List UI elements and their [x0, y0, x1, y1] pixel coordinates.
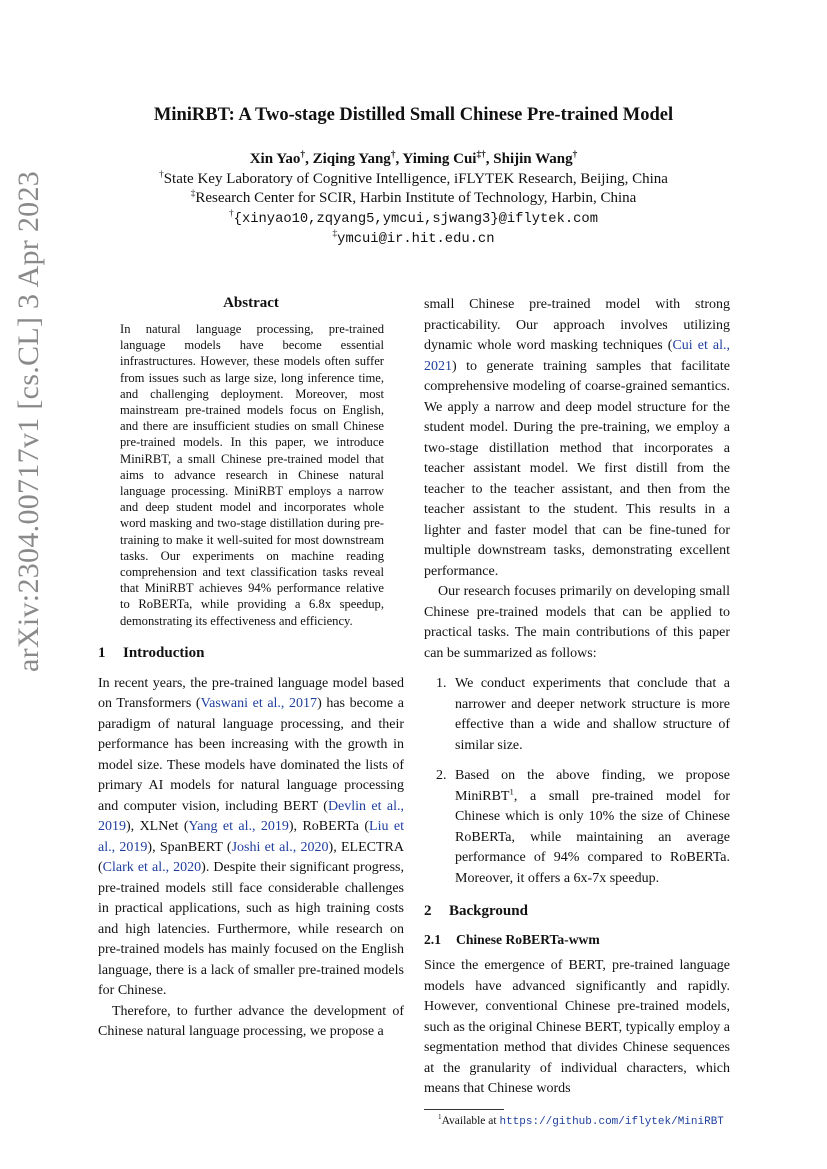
- footnote: $^1$Available at https://github.com/iflytek/MiniRBT: [438, 1112, 724, 1128]
- github-link[interactable]: https://github.com/iflytek/MiniRBT: [499, 1115, 724, 1128]
- section-background-heading: 2 Background: [424, 903, 528, 919]
- affiliation-2: ‡Research Center for SCIR, Harbin Institute of Technology, Harbin, China: [190, 189, 637, 206]
- citation-link[interactable]: Yang et al., 2019: [188, 819, 289, 835]
- affiliation-mark: ‡†: [476, 150, 486, 160]
- email-2[interactable]: ‡ymcui@ir.hit.edu.cn: [332, 229, 495, 247]
- citation-link[interactable]: Clark et al., 2020: [102, 860, 202, 876]
- intro-paragraph-1: In recent years, the pre-trained language model based on Transformers (Vaswani et al., 2017) has become a paradigm of natural language processing, and their performance has been increasing with the growth in model size. These models have dominated the lists of primary AI models for natural language processing and computer vision, including BERT (Devlin et al., 2019), XLNet (Yang et al., 2019), RoBERTa (Liu et al., 2019), SpanBERT (Joshi et al., 2020), ELECTRA (Clark et al., 2020). Despite their significant progress, pre-trained models still face considerable challenges in practical applications, such as high training costs and high latencies. Furthermore, while research on pre-trained models has mainly focused on the English language, there is a lack of smaller pre-trained models for Chinese.: [98, 675, 405, 999]
- email-1[interactable]: †{xinyao10,zqyang5,ymcui,sjwang3}@iflytek.com: [229, 208, 598, 227]
- citation-link[interactable]: Devlin et al., 2019: [98, 798, 405, 835]
- author-name: Shijin Wang: [493, 151, 573, 167]
- abstract-text: In natural language processing, pre-trained language models have become essential infrastructures. However, these models often suffer from issues such as large size, long inference time, and challenging deployment. Moreover, most mainstream pre-trained models focus on English, and there are insufficient studies on small Chinese pre-trained models. In this paper, we introduce MiniRBT, a small Chinese pre-trained model that aims to advance research in Chinese natural language processing. MiniRBT employs a narrow and deep student model and incorporates whole word masking and two-stage distillation during pre-training to make it well-suited for most downstream tasks. Our experiments on machine reading comprehension and text classification tasks reveal that MiniRBT achieves 94% performance relative to RoBERTa, while providing a 6.8x speedup, demonstrating its effectiveness and efficiency.: [120, 322, 384, 628]
- author-name: Xin Yao: [249, 151, 301, 167]
- background-paragraph-1: Since the emergence of BERT, pre-trained language models have advanced significantly and rapidly. However, conventional Chinese pre-trained models, such as the original Chinese BERT, typically employ a segmentation method that divides Chinese sequences at the granularity of individual characters, which means that Chinese words: [424, 958, 730, 1096]
- footnote-marker[interactable]: 1: [509, 785, 514, 796]
- contribution-item: 2. Based on the above finding, we propose MiniRBT$^1$, a small pre-trained model for Chinese which is only 10% the size of Chinese RoBERTa, while maintaining an average performance of 94% compared to RoBERTa. Moreover, it offers a 6x-7x speedup.: [436, 768, 730, 886]
- right-column: [424, 295, 730, 1130]
- author-block: [60, 150, 767, 250]
- citation-link[interactable]: Vaswani et al., 2017: [200, 696, 318, 712]
- author-names: Xin Yao†, Ziqing Yang†, Yiming Cui‡†, Shijin Wang†: [249, 150, 578, 167]
- abstract-heading: Abstract: [223, 295, 279, 311]
- contribution-item: 1. We conduct experiments that conclude that a narrower and deeper network structure is more effective than a wide and shallow structure of similar size.: [436, 676, 730, 753]
- affiliation-1: †State Key Laboratory of Cognitive Intelligence, iFLYTEK Research, Beijing, China: [159, 169, 668, 187]
- arxiv-stamp: arXiv:2304.00717v1 [cs.CL] 3 Apr 2023: [12, 170, 45, 672]
- section-introduction-heading: 1 Introduction: [98, 644, 205, 661]
- intro-paragraph-3: Our research focuses primarily on developing small Chinese pre-trained models that can be applied to practical tasks. The main contributions of this paper can be summarized as follows:: [424, 584, 730, 661]
- subsection-roberta-heading: 2.1 Chinese RoBERTa-wwm: [424, 932, 600, 947]
- intro-paragraph-2: Therefore, to further advance the development of Chinese natural language processing, we propose a: [98, 1003, 404, 1040]
- affiliation-mark: †: [300, 150, 306, 160]
- footnote-divider: [424, 1109, 504, 1110]
- citation-link[interactable]: Cui et al., 2021: [424, 338, 730, 374]
- citation-link[interactable]: Joshi et al., 2020: [231, 839, 329, 855]
- paper-title: MiniRBT: A Two-stage Distilled Small Chinese Pre-trained Model: [153, 105, 674, 125]
- author-name: Ziqing Yang: [312, 151, 391, 167]
- intro-paragraph-2-continued: small Chinese pre-trained model with strong practicability. Our approach involves utilizing dynamic whole word masking techniques (Cui et al., 2021) to generate training samples that facilitate comprehensive modeling of coarse-grained semantics. We apply a narrow and deep model structure for the student model. During the pre-training, we employ a two-stage distillation method that incorporates a teacher assistant model. We first distill from the teacher to the teacher assistant, and then from the teacher assistant to the student. This results in a lighter and faster model that can be fine-tuned for multiple downstream tasks, demonstrating excellent performance.: [424, 297, 730, 579]
- author-name: Yiming Cui: [402, 151, 477, 167]
- left-column: [98, 295, 404, 1043]
- citation-link[interactable]: Liu et al., 2019: [98, 819, 404, 855]
- affiliation-mark: †: [390, 150, 396, 160]
- affiliation-mark: †: [572, 150, 578, 160]
- contributions-list: [424, 674, 730, 889]
